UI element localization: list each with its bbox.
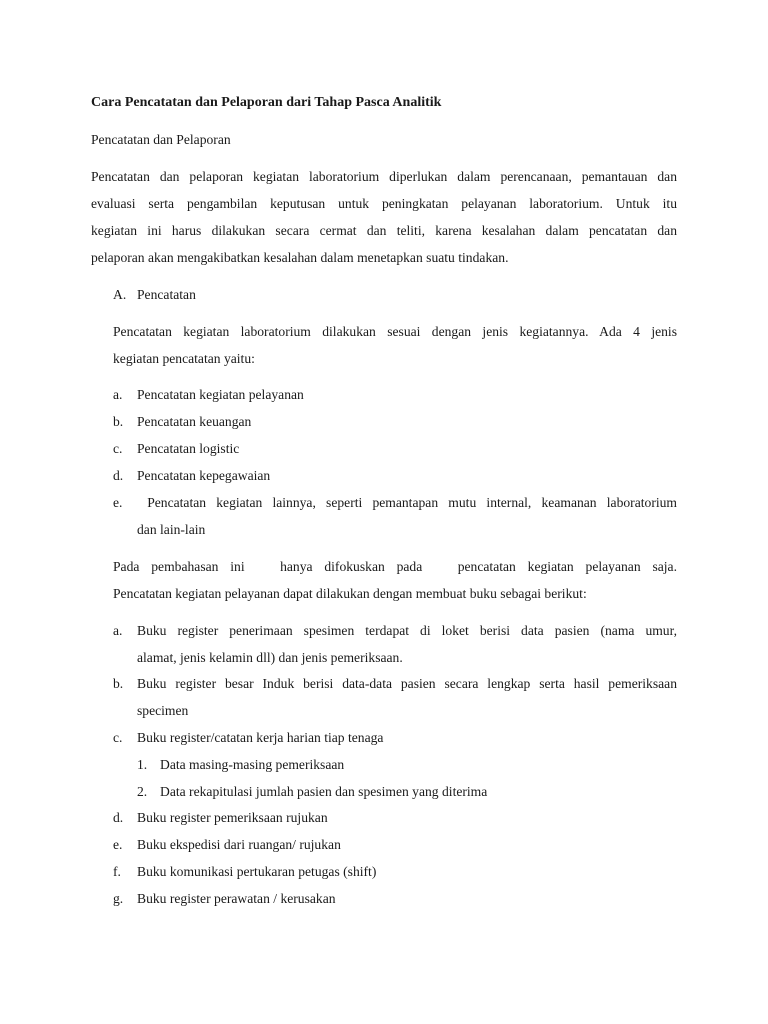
sub-item: Data rekapitulasi jumlah pasien dan spesimen yang diterima bbox=[160, 784, 488, 799]
document-title: Cara Pencatatan dan Pelaporan dari Tahap Pasca Analitik bbox=[91, 95, 442, 110]
book-item-marker: e. bbox=[113, 837, 123, 852]
book-item-marker: b. bbox=[113, 676, 124, 691]
book-item: Buku ekspedisi dari ruangan/ rujukan bbox=[137, 837, 341, 852]
focus-line: Pada pembahasan ini hanya difokuskan pada pencatatan kegiatan pelayanan saja. bbox=[113, 559, 677, 574]
section-a-intro-line: kegiatan pencatatan yaitu: bbox=[113, 351, 255, 366]
book-item-continuation: specimen bbox=[137, 703, 189, 718]
sub-item-marker: 1. bbox=[137, 757, 148, 772]
sub-item: Data masing-masing pemeriksaan bbox=[160, 757, 345, 772]
list-item-continuation: dan lain-lain bbox=[137, 522, 206, 537]
section-a-heading: Pencatatan bbox=[137, 287, 196, 302]
list-item-marker: c. bbox=[113, 441, 123, 456]
list-item: Pencatatan keuangan bbox=[137, 414, 252, 429]
book-item-marker: a. bbox=[113, 623, 123, 638]
list-item: Pencatatan kegiatan lainnya, seperti pemantapan mutu internal, keamanan laboratorium bbox=[137, 495, 677, 510]
list-item: Pencatatan logistic bbox=[137, 441, 240, 456]
list-item-marker: e. bbox=[113, 495, 123, 510]
book-item-marker: c. bbox=[113, 730, 123, 745]
book-item-marker: g. bbox=[113, 891, 124, 906]
intro-line: kegiatan ini harus dilakukan secara cermat dan teliti, karena kesalahan dalam pencatatan dan bbox=[91, 223, 677, 238]
book-item: Buku register perawatan / kerusakan bbox=[137, 891, 336, 906]
book-item: Buku komunikasi pertukaran petugas (shift) bbox=[137, 864, 377, 879]
subheading: Pencatatan dan Pelaporan bbox=[91, 132, 231, 147]
intro-line: evaluasi serta pengambilan keputusan untuk peningkatan pelayanan laboratorium. Untuk itu bbox=[91, 196, 677, 211]
sub-item-marker: 2. bbox=[137, 784, 148, 799]
section-a-intro-line: Pencatatan kegiatan laboratorium dilakukan sesuai dengan jenis kegiatannya. Ada 4 jenis bbox=[113, 324, 677, 339]
book-item-marker: d. bbox=[113, 810, 124, 825]
book-item: Buku register pemeriksaan rujukan bbox=[137, 810, 328, 825]
section-a-marker: A. bbox=[113, 287, 127, 302]
book-item-marker: f. bbox=[113, 864, 121, 879]
intro-line: Pencatatan dan pelaporan kegiatan laboratorium diperlukan dalam perencanaan, pemantauan dan bbox=[91, 169, 677, 184]
list-item-marker: b. bbox=[113, 414, 124, 429]
book-item-continuation: alamat, jenis kelamin dll) dan jenis pemeriksaan. bbox=[137, 650, 403, 665]
list-item: Pencatatan kepegawaian bbox=[137, 468, 271, 483]
book-item: Buku register besar Induk berisi data-data pasien secara lengkap serta hasil pemeriksaan bbox=[137, 676, 677, 691]
intro-line: pelaporan akan mengakibatkan kesalahan dalam menetapkan suatu tindakan. bbox=[91, 250, 509, 265]
focus-line: Pencatatan kegiatan pelayanan dapat dilakukan dengan membuat buku sebagai berikut: bbox=[113, 586, 587, 601]
book-item: Buku register/catatan kerja harian tiap tenaga bbox=[137, 730, 384, 745]
list-item: Pencatatan kegiatan pelayanan bbox=[137, 387, 304, 402]
book-item: Buku register penerimaan spesimen terdapat di loket berisi data pasien (nama umur, bbox=[137, 623, 677, 638]
list-item-marker: d. bbox=[113, 468, 124, 483]
list-item-marker: a. bbox=[113, 387, 123, 402]
